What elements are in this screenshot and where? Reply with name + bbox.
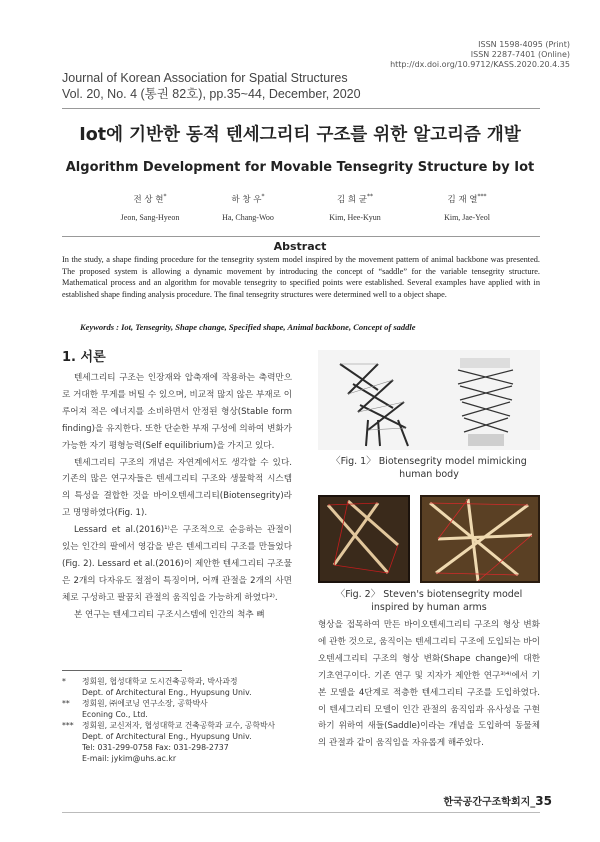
paragraph: 텐세그리티 구조의 개념은 자연계에서도 생각할 수 있다. 기존의 많은 연구자들은 텐세그리티 구조와 생물학적 시스템의 특성을 결합한 것을 바이오텐세그리티(Biotensegrity)라고 명명하였다(Fig. 1).: [62, 457, 292, 519]
abstract-text: In the study, a shape finding procedure for the tensegrity system model inspired by the movement pattern of animal backbone was presented. The proposed system is allowing a dynamic movement by introducing the concept of “saddle” for the variable tensegrity structure. Mathematical process and an algorithm for movable tensegrity to specified points were established. Several examples have applied with in established shape finding analysis procedure. The final tensegrity structures were determined well to a object shape.: [62, 255, 540, 299]
author-name-en: Kim, Hee-Kyun: [329, 212, 381, 222]
author-name-en: Ha, Chang-Woo: [222, 212, 274, 222]
footer-rule: [62, 812, 540, 813]
journal-volume: Vol. 20, No. 4 (통권 82호), pp.35~44, December, 2020: [62, 87, 361, 101]
journal-info: [62, 70, 361, 102]
biotensegrity-model-illustration: [318, 350, 540, 450]
figure-2-caption: [318, 588, 540, 614]
page-number: 35: [535, 794, 552, 808]
author-1: 전 상 현* Jeon, Sang-Hyeon: [90, 188, 210, 227]
caption-line: 〈Fig. 1〉 Biotensegrity model mimicking: [331, 456, 527, 467]
arm-tensegrity-photos: [318, 495, 540, 583]
author-3: 김 희 균** Kim, Hee-Kyun: [295, 188, 415, 227]
caption-line: 〈Fig. 2〉 Steven's biotensegrity model: [335, 589, 523, 600]
paragraph: 본 연구는 텐세그리티 구조시스템에 인간의 척추 뼈: [74, 609, 265, 620]
author-name-ko: 전 상 현: [133, 194, 164, 205]
issn-block: [390, 40, 570, 70]
footnote: * 정회원, 협성대학교 도시건축공학과, 박사과정 Dept. of Architectural Eng., Hyupsung Univ.: [62, 677, 252, 697]
caption-line: inspired by human arms: [371, 602, 487, 613]
email[interactable]: E-mail: jykim@uhs.ac.kr: [82, 754, 177, 763]
figure-1-caption: [318, 455, 540, 481]
doi-link[interactable]: http://dx.doi.org/10.9712/KASS.2020.20.4.35: [390, 60, 570, 69]
abstract-heading: Abstract: [273, 240, 327, 253]
author-name-ko: 하 창 우: [231, 194, 262, 205]
journal-name: Journal of Korean Association for Spatial Structures: [62, 71, 348, 85]
paper-title-korean: Iot에 기반한 동적 텐세그리티 구조를 위한 알고리즘 개발: [79, 125, 521, 145]
author-2: 하 창 우* Ha, Chang-Woo: [188, 188, 308, 227]
page-footer: 한국공간구조학회지_35: [443, 794, 552, 808]
author-name-en: Jeon, Sang-Hyeon: [120, 212, 180, 222]
header-divider: [62, 108, 540, 109]
author-name-en: Kim, Jae-Yeol: [444, 212, 490, 222]
section-heading: 1. 서론: [62, 350, 106, 365]
paragraph: Lessard et al.(2016)¹⁾은 구조적으로 순응하는 관절이 있는 인간의 팔에서 영감을 받은 텐세그리티 구조를 만들었다(Fig. 2). Lessard et al.(2016)이 제안한 텐세그리티 구조물은 2개의 다자유도 절점이 특징이며, 어깨 관절을 2개의 사면체로 구성하고 팔꿈치 관절의 움직임을 가능하게 하였다²⁾.: [62, 525, 292, 603]
paragraph: 텐세그리티 구조는 인장재와 압축재에 작용하는 축력만으로 거대한 무게를 버틸 수 있으며, 비교적 많지 않은 부재로 이루어져 적은 에너지를 소비하면서 안정된 형상(Stable form finding)을 유지한다. 또한 단순한 부재 구성에 의하여 변화가 가능한 자기 평형능력(Self equilibrium)을 가지고 있다.: [62, 373, 292, 451]
issn-online: ISSN 2287-7401 (Online): [470, 50, 570, 59]
footnote: ** 정회원, ㈜에코닝 연구소장, 공학박사 Econing Co., Ltd.: [62, 699, 208, 719]
left-column-text: [62, 370, 292, 624]
issn-print: ISSN 1598-4095 (Print): [478, 40, 570, 49]
paper-title-english: Algorithm Development for Movable Tensegrity Structure by Iot: [65, 160, 535, 175]
figure-2-image: [318, 495, 540, 583]
footnote: *** 정회원, 교신저자, 협성대학교 건축공학과 교수, 공학박사 Dept. of Architectural Eng., Hyupsung Univ. Tel: 031-299-0758 Fax: 031-298-2737 E-mail: jykim@uhs.ac.kr: [62, 721, 276, 763]
keywords-list: Iot, Tensegrity, Shape change, Specified shape, Animal backbone, Concept of saddle: [121, 322, 416, 332]
figure-1-image: [318, 350, 540, 450]
author-4: 김 재 열*** Kim, Jae-Yeol: [407, 188, 527, 227]
paragraph: 형상을 접목하여 만든 바이오텐세그리티 구조의 형상 변화에 관한 것으로, 움직이는 텐세그리티 구조에 도입되는 바이오텐세그리티 구조의 형상 변화(Shape change)에 대한 기초연구이다. 기존 연구 및 지자가 제안한 연구³⁾⁴⁾에서 기본 모델을 4단계로 적층한 텐세그리티 구조를 도입하였다. 이 텐세그리티 모델이 인간 관절의 움직임과 유사성을 구현하기 위하여 새들(Saddle)이라는 개념을 도입하여 동물체의 관절과 같이 움직임을 자유롭게 해주었다.: [318, 620, 540, 749]
footnotes: [62, 676, 275, 764]
footer-journal-name: 한국공간구조학회지: [443, 797, 531, 808]
keywords-label: Keywords :: [80, 322, 119, 332]
author-name-ko: 김 희 균: [336, 194, 368, 205]
abstract-top-rule: [62, 236, 540, 237]
footnote-divider: [62, 670, 182, 671]
right-column-text: [318, 617, 540, 752]
keywords: [80, 322, 416, 332]
author-name-ko: 김 재 열: [447, 194, 478, 205]
caption-line: human body: [399, 469, 459, 480]
